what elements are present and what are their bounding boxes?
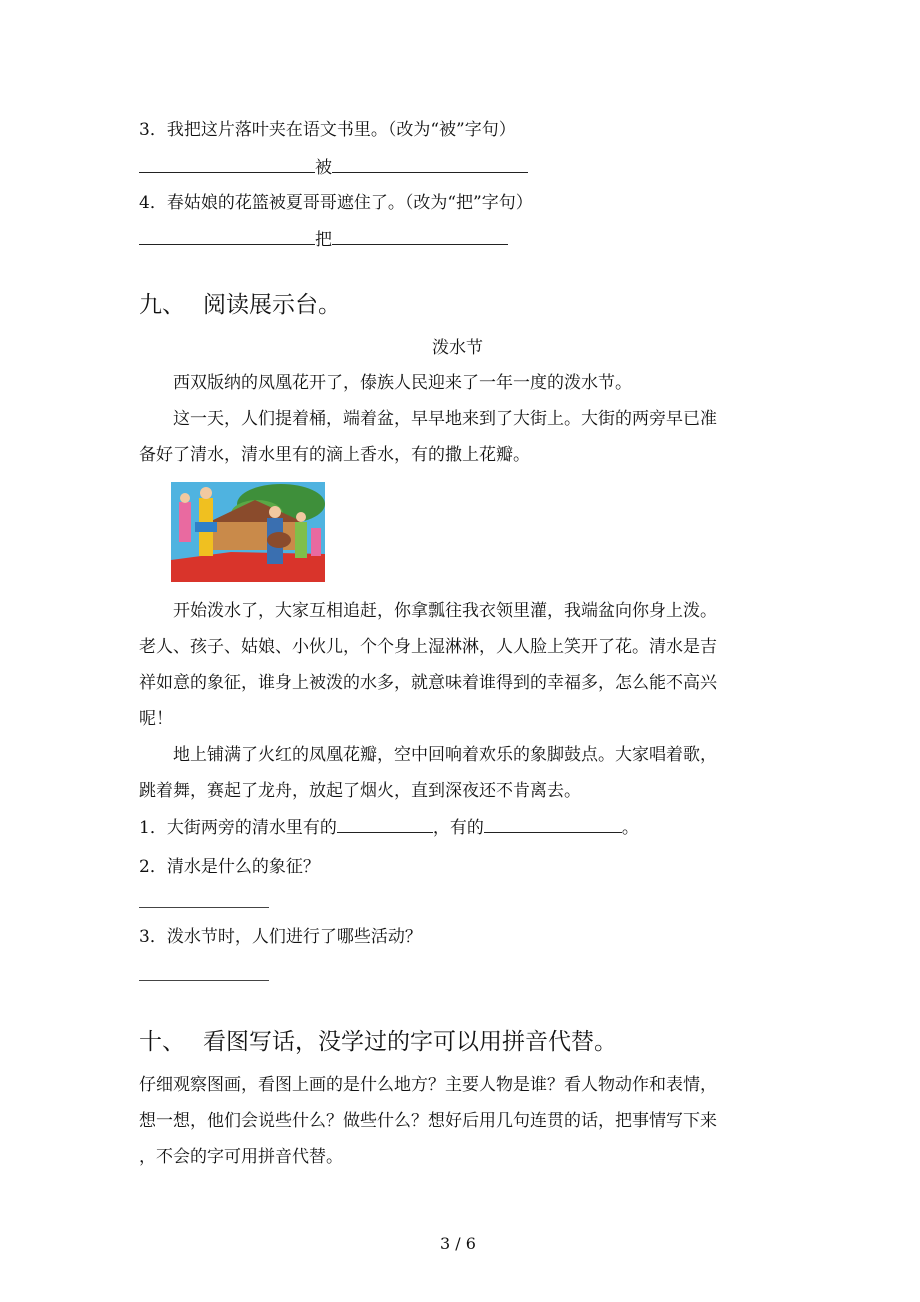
answer-blank[interactable] [332,155,528,173]
passage-paragraph-cont: 备好了清水，清水里有的滴上香水，有的撒上花瓣。 [139,445,530,465]
passage-paragraph: 地上铺满了火红的凤凰花瓣，空中回响着欢乐的象脚鼓点。大家唱着歌， [173,745,717,765]
passage-title: 泼水节 [432,338,483,358]
passage-paragraph: 这一天，人们提着桶，端着盆，早早地来到了大街上。大街的两旁早已准 [173,409,717,429]
instruction-text: 想一想，他们会说些什么？做些什么？想好后用几句连贯的话，把事情写下来 [139,1111,717,1131]
heading-title: 看图写话，没学过的字可以用拼音代替。 [203,1029,617,1055]
heading-number: 九、 [139,292,185,318]
answer-line-q3 [139,155,528,180]
answer-mid-word: 被 [315,158,332,178]
answer-rule-q3[interactable] [139,980,269,981]
reading-question-3: 3．泼水节时，人们进行了哪些活动？ [139,927,422,947]
section-heading-10 [139,1027,617,1057]
question-text: 1．大街两旁的清水里有的 [139,818,337,838]
question-text: 。 [621,818,639,838]
instruction-text: ，不会的字可用拼音代替。 [139,1147,343,1167]
passage-paragraph-cont: 跳着舞，赛起了龙舟，放起了烟火，直到深夜还不肯离去。 [139,781,581,801]
water-festival-illustration [171,482,325,582]
question-text: ，有的 [432,818,484,838]
heading-number: 十、 [139,1029,185,1055]
answer-blank[interactable] [484,815,622,833]
reading-question-1 [139,815,639,840]
reading-question-2: 2．清水是什么的象征？ [139,857,320,877]
passage-paragraph: 开始泼水了，大家互相追赶，你拿瓢往我衣领里灌，我端盆向你身上泼。 [173,601,717,621]
passage-paragraph-cont: 祥如意的象征，谁身上被泼的水多，就意味着谁得到的幸福多，怎么能不高兴 [139,673,717,693]
answer-mid-word: 把 [315,230,332,250]
answer-rule-q2[interactable] [139,907,269,908]
instruction-text: 仔细观察图画，看图上画的是什么地方？主要人物是谁？看人物动作和表情， [139,1075,717,1095]
exercise-q4: 4．春姑娘的花篮被夏哥哥遮住了。（改为“把”字句） [139,193,533,213]
heading-title: 阅读展示台。 [203,292,341,318]
answer-blank[interactable] [139,155,315,173]
passage-paragraph-cont: 呢！ [139,709,173,729]
exercise-q3: 3．我把这片落叶夹在语文书里。（改为“被”字句） [139,120,516,140]
answer-line-q4 [139,227,508,252]
answer-blank[interactable] [139,227,315,245]
passage-paragraph: 西双版纳的凤凰花开了，傣族人民迎来了一年一度的泼水节。 [173,373,632,393]
passage-paragraph-cont: 老人、孩子、姑娘、小伙儿，个个身上湿淋淋，人人脸上笑开了花。清水是吉 [139,637,717,657]
answer-blank[interactable] [337,815,433,833]
section-heading-9 [139,290,341,320]
page-number: 3 / 6 [440,1234,476,1253]
answer-blank[interactable] [332,227,508,245]
